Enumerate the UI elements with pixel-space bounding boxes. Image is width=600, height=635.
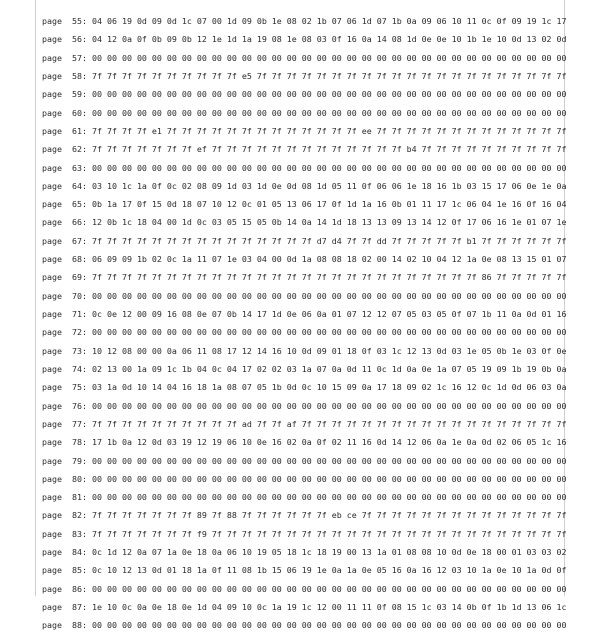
page-bytes: 00 00 00 00 00 00 00 00 00 00 00 00 00 00 00 00 00 00 00 00 00 00 00 00 00 00 00 00 00 00 00 00 <box>91 327 567 338</box>
dump-row <box>42 30 567 48</box>
dump-row <box>42 433 567 451</box>
page-label: page <box>42 290 62 301</box>
page-label: page <box>42 199 62 210</box>
page-label: page <box>42 437 62 448</box>
page-number: 81: <box>71 492 87 503</box>
dump-row <box>42 543 567 561</box>
page-number: 65: <box>71 199 87 210</box>
page-label: page <box>42 382 62 393</box>
dump-row <box>42 415 567 433</box>
page-number: 71: <box>71 309 87 319</box>
page-number: 60: <box>71 107 87 118</box>
page-bytes: 03 1a 0d 10 14 04 16 18 1a 08 07 05 1b 0d 0c 10 15 09 0a 17 18 09 02 1c 16 12 0c 1d 0d 06 03 0a <box>91 382 567 393</box>
dump-row <box>42 561 567 579</box>
dump-row <box>42 195 567 213</box>
dump-row <box>42 49 567 67</box>
page-number: 74: <box>71 363 87 374</box>
dump-row <box>42 140 567 158</box>
dump-row <box>42 360 567 378</box>
page-number: 55: <box>71 16 87 26</box>
page-label: page <box>42 473 62 484</box>
page-number: 67: <box>71 235 87 246</box>
page-bytes: 7f 7f 7f 7f e1 7f 7f 7f 7f 7f 7f 7f 7f 7f 7f 7f 7f 7f ee 7f 7f 7f 7f 7f 7f 7f 7f 7f 7f 7f 7f 7f <box>91 125 567 136</box>
page-label: page <box>42 602 62 612</box>
page-number: 75: <box>71 382 87 393</box>
page-bytes: 00 00 00 00 00 00 00 00 00 00 00 00 00 00 00 00 00 00 00 00 00 00 00 00 00 00 00 00 00 00 00 00 <box>91 107 567 118</box>
page-number: 64: <box>71 180 87 191</box>
page-number: 72: <box>71 327 87 338</box>
page-bytes: 7f 7f 7f 7f 7f 7f 7f 7f 7f 7f 7f 7f 7f 7f 7f d7 d4 7f 7f dd 7f 7f 7f 7f 7f b1 7f 7f 7f 7f 7f 7f <box>91 235 567 246</box>
page-number: 88: <box>71 620 87 631</box>
page-number: 63: <box>71 162 87 173</box>
page-number: 79: <box>71 455 87 466</box>
page-number: 62: <box>71 144 87 155</box>
dump-row <box>42 122 567 140</box>
page-bytes: 06 09 09 1b 02 0c 1a 11 07 1e 03 04 00 0d 1a 08 08 18 02 00 14 02 10 04 12 1a 0e 08 13 15 01 07 <box>91 254 567 265</box>
page-label: page <box>42 144 62 155</box>
page-label: page <box>42 510 62 521</box>
dump-row <box>42 342 567 360</box>
page-dump-listing <box>42 12 567 635</box>
page-label: page <box>42 583 62 594</box>
page-bytes: 00 00 00 00 00 00 00 00 00 00 00 00 00 00 00 00 00 00 00 00 00 00 00 00 00 00 00 00 00 00 00 00 <box>91 400 567 411</box>
page-label: page <box>42 272 62 283</box>
page-label: page <box>42 254 62 265</box>
dump-row <box>42 268 567 286</box>
page-bytes: 00 00 00 00 00 00 00 00 00 00 00 00 00 00 00 00 00 00 00 00 00 00 00 00 00 00 00 00 00 00 00 00 <box>91 162 567 173</box>
page-label: page <box>42 565 62 576</box>
page-bytes: 00 00 00 00 00 00 00 00 00 00 00 00 00 00 00 00 00 00 00 00 00 00 00 00 00 00 00 00 00 00 00 00 <box>91 620 567 631</box>
page-number: 76: <box>71 400 87 411</box>
dump-row <box>42 470 567 488</box>
page-bytes: 00 00 00 00 00 00 00 00 00 00 00 00 00 00 00 00 00 00 00 00 00 00 00 00 00 00 00 00 00 00 00 00 <box>91 290 567 301</box>
page-label: page <box>42 455 62 466</box>
page-label: page <box>42 528 62 539</box>
page-number: 73: <box>71 345 87 356</box>
page-label: page <box>42 162 62 173</box>
page-number: 80: <box>71 473 87 484</box>
dump-row <box>42 580 567 598</box>
page-label: page <box>42 620 62 631</box>
dump-row <box>42 159 567 177</box>
page-bytes: 00 00 00 00 00 00 00 00 00 00 00 00 00 00 00 00 00 00 00 00 00 00 00 00 00 00 00 00 00 00 00 00 <box>91 473 567 484</box>
page-label: page <box>42 492 62 503</box>
dump-row <box>42 177 567 195</box>
page-label: page <box>42 309 62 319</box>
page-bytes: 00 00 00 00 00 00 00 00 00 00 00 00 00 00 00 00 00 00 00 00 00 00 00 00 00 00 00 00 00 00 00 00 <box>91 89 567 100</box>
dump-row <box>42 12 567 30</box>
page-number: 57: <box>71 52 87 63</box>
dump-row <box>42 598 567 616</box>
page-number: 83: <box>71 528 87 539</box>
page-label: page <box>42 107 62 118</box>
page-bytes: 7f 7f 7f 7f 7f 7f 7f ef 7f 7f 7f 7f 7f 7f 7f 7f 7f 7f 7f 7f 7f b4 7f 7f 7f 7f 7f 7f 7f 7f 7f 7f <box>91 144 567 155</box>
page-number: 86: <box>71 583 87 594</box>
dump-row <box>42 378 567 396</box>
page-bytes: 1e 10 0c 0a 0e 18 0e 1d 04 09 10 0c 1a 19 1c 12 00 11 11 0f 08 15 1c 03 14 0b 0f 1b 1d 13 06 1c <box>91 602 567 612</box>
page-number: 70: <box>71 290 87 301</box>
page-bytes: 0c 10 12 13 0d 01 18 1a 0f 11 08 1b 15 06 19 1e 0a 1a 0e 05 16 0a 16 12 03 10 1a 0e 10 1a 0d 0f <box>91 565 567 576</box>
page-number: 77: <box>71 418 87 429</box>
dump-row <box>42 104 567 122</box>
page-number: 85: <box>71 565 87 576</box>
page-label: page <box>42 418 62 429</box>
page-bytes: 17 1b 0a 12 0d 03 19 12 19 06 10 0e 16 02 0a 0f 02 11 16 0d 14 12 06 0a 1e 0a 0d 02 06 05 1c 16 <box>91 437 567 448</box>
dump-row <box>42 397 567 415</box>
page-label: page <box>42 70 62 81</box>
dump-row <box>42 213 567 231</box>
page-bytes: 7f 7f 7f 7f 7f 7f 7f 7f 7f 7f e5 7f 7f 7f 7f 7f 7f 7f 7f 7f 7f 7f 7f 7f 7f 7f 7f 7f 7f 7f 7f 7f <box>91 70 567 81</box>
dump-row <box>42 250 567 268</box>
page-bytes: 0c 1d 12 0a 07 1a 0e 18 0a 06 10 19 05 18 1c 18 19 00 13 1a 01 08 08 10 0d 0e 18 00 01 03 03 02 <box>91 547 567 558</box>
page-number: 56: <box>71 34 87 45</box>
page-bytes: 03 10 1c 1a 0f 0c 02 08 09 1d 03 1d 0e 0d 08 1d 05 11 0f 06 06 1e 18 16 1b 03 15 17 06 0e 1e 0a <box>91 180 567 191</box>
page-bytes: 7f 7f 7f 7f 7f 7f 7f f9 7f 7f 7f 7f 7f 7f 7f 7f 7f 7f 7f 7f 7f 7f 7f 7f 7f 7f 7f 7f 7f 7f 7f 7f <box>91 528 567 539</box>
page-label: page <box>42 363 62 374</box>
page-label: page <box>42 547 62 558</box>
page-bytes: 7f 7f 7f 7f 7f 7f 7f 7f 7f 7f ad 7f 7f af 7f 7f 7f 7f 7f 7f 7f 7f 7f 7f 7f 7f 7f 7f 7f 7f 7f 7f <box>91 418 567 429</box>
page-label: page <box>42 217 62 228</box>
page-number: 58: <box>71 70 87 81</box>
page-bytes: 04 12 0a 0f 0b 09 0b 12 1e 1d 1a 19 08 1e 08 03 0f 16 0a 14 08 1d 0e 0e 10 1b 1e 10 0d 13 02 0d <box>91 34 567 45</box>
dump-row <box>42 616 567 634</box>
page-bytes: 7f 7f 7f 7f 7f 7f 7f 7f 7f 7f 7f 7f 7f 7f 7f 7f 7f 7f 7f 7f 7f 7f 7f 7f 7f 7f 86 7f 7f 7f 7f 7f <box>91 272 567 283</box>
page-label: page <box>42 89 62 100</box>
page-number: 78: <box>71 437 87 448</box>
page-label: page <box>42 34 62 45</box>
page-bytes: 00 00 00 00 00 00 00 00 00 00 00 00 00 00 00 00 00 00 00 00 00 00 00 00 00 00 00 00 00 00 00 00 <box>91 492 567 503</box>
page-bytes: 0c 0e 12 00 09 16 08 0e 07 0b 14 17 1d 0e 06 0a 01 07 12 12 07 05 03 05 0f 07 1b 11 0a 0d 01 16 <box>91 309 567 319</box>
page-label: page <box>42 235 62 246</box>
dump-row <box>42 525 567 543</box>
page-number: 87: <box>71 602 87 612</box>
dump-panel <box>35 0 567 631</box>
dump-row <box>42 232 567 250</box>
page-number: 66: <box>71 217 87 228</box>
page-label: page <box>42 400 62 411</box>
page-label: page <box>42 125 62 136</box>
page-bytes: 04 06 19 0d 09 0d 1c 07 00 1d 09 0b 1e 08 02 1b 07 06 1d 07 1b 0a 09 06 10 11 0c 0f 09 19 1c 17 <box>91 16 567 26</box>
page-bytes: 02 13 00 1a 09 1c 1b 04 0c 04 17 02 02 03 1a 07 0a 0d 11 0c 1d 0a 0e 1a 07 05 19 09 1b 19 0b 0a <box>91 363 567 374</box>
page-bytes: 00 00 00 00 00 00 00 00 00 00 00 00 00 00 00 00 00 00 00 00 00 00 00 00 00 00 00 00 00 00 00 00 <box>91 52 567 63</box>
page-number: 69: <box>71 272 87 283</box>
dump-row <box>42 506 567 524</box>
page-number: 61: <box>71 125 87 136</box>
dump-row <box>42 488 567 506</box>
page-label: page <box>42 345 62 356</box>
dump-row <box>42 305 567 323</box>
page-bytes: 12 0b 1c 18 04 00 1d 0c 03 05 15 05 0b 14 0a 14 1d 18 13 13 09 13 14 12 0f 17 06 16 1e 01 07 1e <box>91 217 567 228</box>
dump-row <box>42 85 567 103</box>
page-bytes: 00 00 00 00 00 00 00 00 00 00 00 00 00 00 00 00 00 00 00 00 00 00 00 00 00 00 00 00 00 00 00 00 <box>91 455 567 466</box>
page-label: page <box>42 52 62 63</box>
dump-row <box>42 323 567 341</box>
page-bytes: 00 00 00 00 00 00 00 00 00 00 00 00 00 00 00 00 00 00 00 00 00 00 00 00 00 00 00 00 00 00 00 00 <box>91 583 567 594</box>
page-label: page <box>42 16 62 26</box>
dump-row <box>42 287 567 305</box>
page-number: 82: <box>71 510 87 521</box>
page-label: page <box>42 180 62 191</box>
page-bytes: 7f 7f 7f 7f 7f 7f 7f 89 7f 88 7f 7f 7f 7f 7f 7f eb ce 7f 7f 7f 7f 7f 7f 7f 7f 7f 7f 7f 7f 7f 7f <box>91 510 567 521</box>
dump-row <box>42 67 567 85</box>
page-bytes: 0b 1a 17 0f 15 0d 18 07 10 12 0c 01 05 13 06 17 0f 1d 1a 16 0b 01 11 17 1c 06 04 1e 16 0f 16 04 <box>91 199 567 210</box>
page-number: 59: <box>71 89 87 100</box>
page-number: 68: <box>71 254 87 265</box>
dump-row <box>42 452 567 470</box>
page-number: 84: <box>71 547 87 558</box>
page-bytes: 10 12 08 00 00 0a 06 11 08 17 12 14 16 10 0d 09 01 18 0f 03 1c 12 13 0d 03 1e 05 0b 1e 03 0f 0e <box>91 345 567 356</box>
page-label: page <box>42 327 62 338</box>
